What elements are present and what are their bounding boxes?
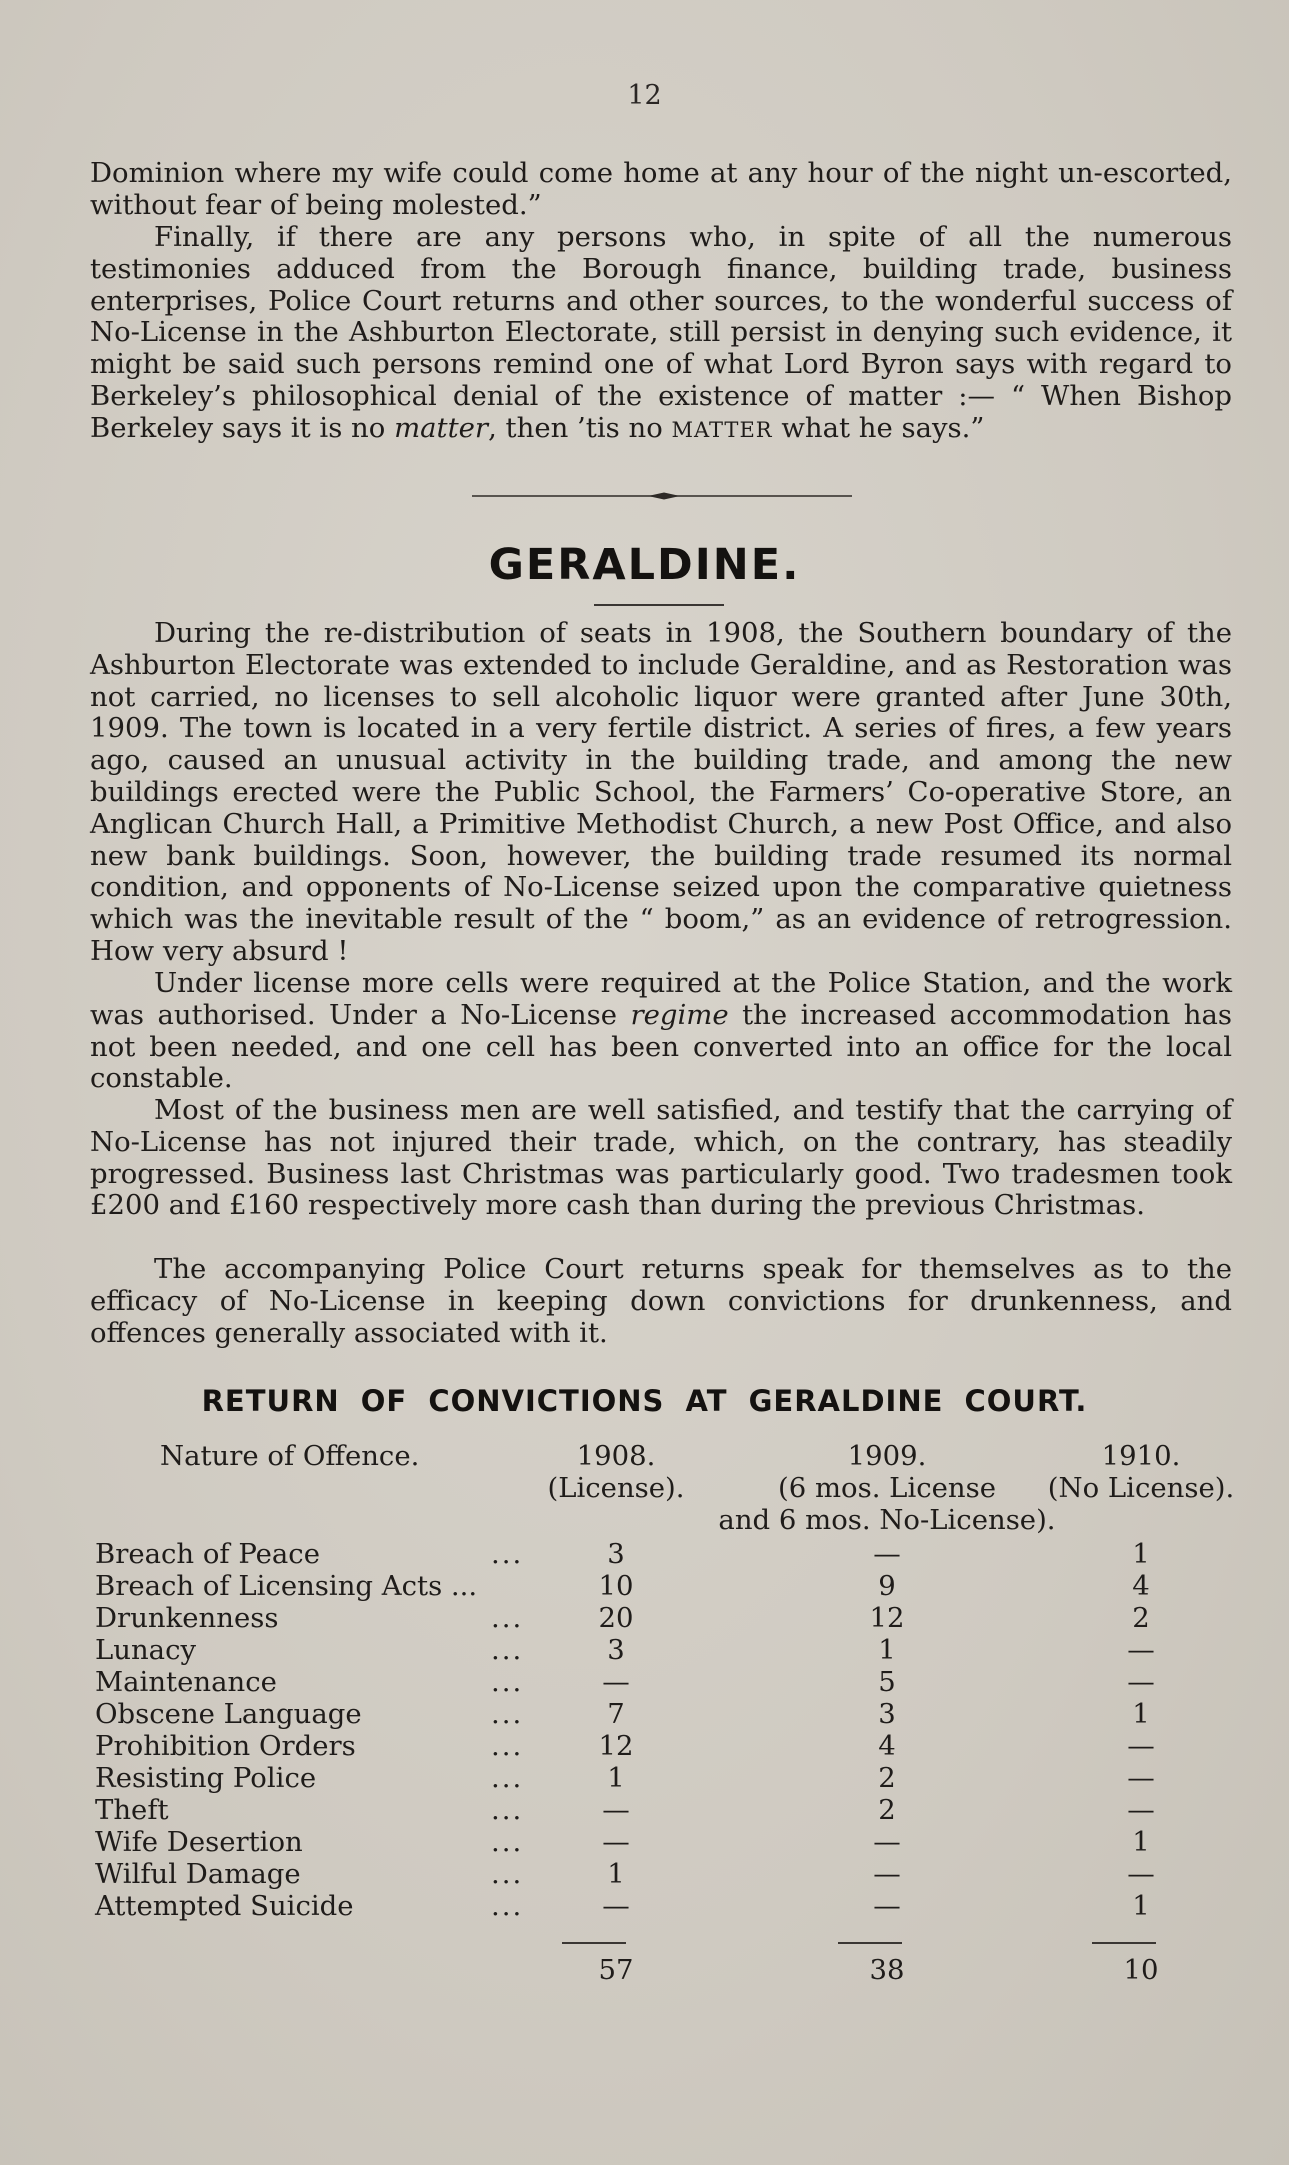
total-rule-1908	[562, 1942, 626, 1944]
col-1909-note-2: and 6 mos. No-License).	[718, 1504, 1056, 1536]
finally-caps-matter: MATTER	[671, 417, 773, 442]
total-1908: 57	[598, 1954, 634, 1986]
finally-text-c: what he says.”	[781, 411, 985, 444]
offence-name: Lunacy	[95, 1634, 197, 1666]
value-1910: —	[1127, 1666, 1155, 1698]
value-1910: 1	[1132, 1698, 1150, 1730]
value-1908: 12	[598, 1730, 634, 1762]
offence-name: Breach of Peace	[95, 1538, 320, 1570]
ornamental-divider	[472, 492, 852, 500]
totals-row	[95, 1954, 1235, 1986]
col-1908-note: (License).	[547, 1472, 685, 1504]
table-row	[95, 1602, 1235, 1634]
table-row	[95, 1698, 1235, 1730]
geraldine-p2-text-a: Under license more cells were required at the Police Station, and the work was authorised. Under a No-License	[90, 967, 1232, 1031]
col-1909-note-1: (6 mos. License	[777, 1472, 997, 1504]
table-row	[95, 1794, 1235, 1826]
value-1909: 4	[878, 1730, 896, 1762]
offence-name: Theft	[95, 1794, 169, 1826]
geraldine-p2-text-b: the increased accommodation has not been needed, and one cell has been converted into an office for the local constable.	[90, 998, 1232, 1095]
value-1908: 10	[598, 1570, 634, 1602]
finally-italic-matter: matter	[394, 411, 489, 444]
dot-leader: ...	[491, 1538, 524, 1570]
geraldine-p2-italic: regime	[630, 998, 729, 1031]
dot-leader: ...	[491, 1634, 524, 1666]
value-1909: —	[873, 1858, 901, 1890]
value-1910: 1	[1132, 1826, 1150, 1858]
dot-leader: ...	[491, 1858, 524, 1890]
finally-text-b: , then ’tis no	[488, 411, 663, 444]
section-heading: GERALDINE.	[488, 540, 801, 590]
intro-line: Dominion where my wife could come home at any hour of the night un-escorted, without fear of being molested.”	[90, 157, 1232, 221]
offence-name: Drunkenness	[95, 1602, 279, 1634]
page-number: 12	[627, 80, 662, 111]
value-1908: 1	[607, 1858, 625, 1890]
geraldine-paragraph-1	[90, 618, 1232, 968]
value-1909: —	[873, 1826, 901, 1858]
offence-name: Attempted Suicide	[95, 1890, 354, 1922]
dot-leader: ...	[491, 1730, 524, 1762]
offence-name: Resisting Police	[95, 1762, 317, 1794]
value-1908: 1	[607, 1762, 625, 1794]
value-1908: 20	[598, 1602, 634, 1634]
finally-text-a: Finally, if there are any persons who, in spite of all the numerous testimonies adduced from the Borough finance, building trade, business enterprises, Police Court returns and other sources, to the wonderful success of No-License in the Ashburton Electorate, still persist in denying such evidence, it might be said such persons remind one of what Lord Byron says with regard to Berkeley’s philosophical denial of the existence of matter :— “ When Bishop Berkeley says it is no	[90, 221, 1232, 444]
dot-leader: ...	[491, 1602, 524, 1634]
value-1910: 1	[1132, 1538, 1150, 1570]
value-1910: —	[1127, 1858, 1155, 1890]
offence-name: Obscene Language	[95, 1698, 362, 1730]
offence-name: Breach of Licensing Acts ...	[95, 1570, 478, 1602]
value-1908: 3	[607, 1634, 625, 1666]
table-row	[95, 1826, 1235, 1858]
table-row	[95, 1762, 1235, 1794]
geraldine-paragraph-2	[90, 968, 1232, 1095]
geraldine-p4-text: The accompanying Police Court returns speak for themselves as to the efficacy of No-License in keeping down convictions for drunkenness, and offences generally associated with it.	[90, 1253, 1232, 1349]
value-1910: 4	[1132, 1570, 1150, 1602]
value-1909: 5	[878, 1666, 896, 1698]
intro-paragraph-end	[90, 158, 1232, 222]
value-1909: 12	[869, 1602, 905, 1634]
table-title: RETURN OF CONVICTIONS AT GERALDINE COURT.	[201, 1384, 1088, 1418]
value-1908: —	[602, 1890, 630, 1922]
total-1910: 10	[1123, 1954, 1159, 1986]
value-1910: —	[1127, 1762, 1155, 1794]
total-1909: 38	[869, 1954, 905, 1986]
value-1910: 1	[1132, 1890, 1150, 1922]
col-1909-year: 1909.	[847, 1440, 927, 1472]
value-1909: —	[873, 1538, 901, 1570]
table-row	[95, 1730, 1235, 1762]
table-row	[95, 1570, 1235, 1602]
geraldine-paragraph-4	[90, 1254, 1232, 1349]
value-1909: 9	[878, 1570, 896, 1602]
value-1910: 2	[1132, 1602, 1150, 1634]
col-header-1909	[707, 1440, 1067, 1536]
table-row	[95, 1666, 1235, 1698]
offence-name: Prohibition Orders	[95, 1730, 356, 1762]
total-rule-1910	[1092, 1942, 1156, 1944]
value-1910: —	[1127, 1794, 1155, 1826]
col-1910-note: (No License).	[1047, 1472, 1235, 1504]
col-header-offence: Nature of Offence.	[160, 1440, 420, 1472]
dot-leader: ...	[491, 1762, 524, 1794]
value-1909: 3	[878, 1698, 896, 1730]
col-1908-year: 1908.	[576, 1440, 656, 1472]
offence-name: Wife Desertion	[95, 1826, 303, 1858]
value-1908: —	[602, 1826, 630, 1858]
heading-underline	[594, 604, 724, 606]
value-1909: 2	[878, 1794, 896, 1826]
geraldine-paragraph-3	[90, 1095, 1232, 1222]
value-1908: —	[602, 1666, 630, 1698]
dot-leader: ...	[491, 1794, 524, 1826]
offence-name: Wilful Damage	[95, 1858, 301, 1890]
table-row	[95, 1538, 1235, 1570]
dot-leader: ...	[491, 1826, 524, 1858]
table-row	[95, 1634, 1235, 1666]
table-row	[95, 1858, 1235, 1890]
col-header-1908	[536, 1440, 696, 1504]
geraldine-p1-text: During the re-distribution of seats in 1908, the Southern boundary of the Ashburton Electorate was extended to include Geraldine, and as Restoration was not carried, no licenses to sell alcoholic liquor were granted after June 30th, 1909. The town is located in a very fertile district. A series of fires, a few years ago, caused an unusual activity in the building trade, and among the new buildings erected were the Public School, the Farmers’ Co-operative Store, an Anglican Church Hall, a Primitive Methodist Church, a new Post Office, and also new bank buildings. Soon, however, the building trade resumed its normal condition, and opponents of No-License seized upon the comparative quietness which was the inevitable result of the “ boom,” as an evidence of retrogression. How very absurd !	[90, 617, 1232, 967]
col-header-1910	[1041, 1440, 1241, 1504]
dot-leader: ...	[491, 1890, 524, 1922]
dot-leader: ...	[491, 1666, 524, 1698]
value-1909: 2	[878, 1762, 896, 1794]
total-rule-1909	[838, 1942, 902, 1944]
value-1909: 1	[878, 1634, 896, 1666]
value-1910: —	[1127, 1634, 1155, 1666]
value-1910: —	[1127, 1730, 1155, 1762]
dot-leader: ...	[491, 1698, 524, 1730]
value-1909: —	[873, 1890, 901, 1922]
value-1908: —	[602, 1794, 630, 1826]
finally-paragraph	[90, 222, 1232, 447]
geraldine-p3-text: Most of the business men are well satisfied, and testify that the carrying of No-License has not injured their trade, which, on the contrary, has steadily progressed. Business last Christmas was particularly good. Two tradesmen took £200 and £160 respectively more cash than during the previous Christmas.	[90, 1094, 1232, 1222]
value-1908: 3	[607, 1538, 625, 1570]
table-row	[95, 1890, 1235, 1922]
value-1908: 7	[607, 1698, 625, 1730]
col-1910-year: 1910.	[1101, 1440, 1181, 1472]
offence-name: Maintenance	[95, 1666, 277, 1698]
